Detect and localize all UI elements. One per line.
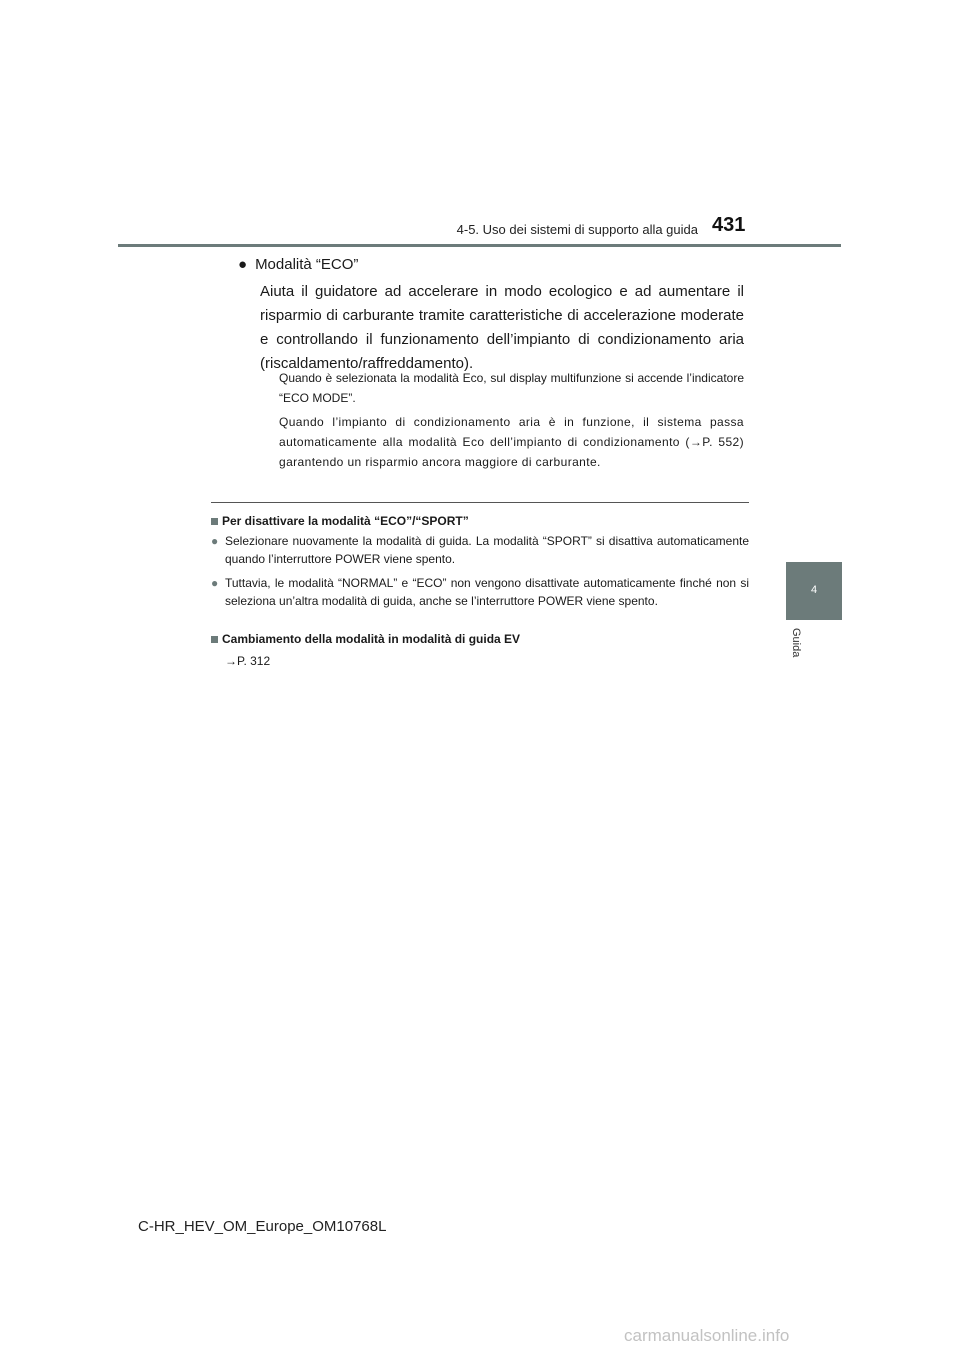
info-bullet — [211, 532, 749, 568]
section-divider — [211, 502, 749, 503]
document-code: C-HR_HEV_OM_Europe_OM10768L — [138, 1218, 387, 1235]
info-bullet — [211, 574, 749, 610]
info-bullet-text: Tuttavia, le modalità “NORMAL” e “ECO” non vengono disattivate automaticamente finché non si seleziona un’altra modalità di guida, anche se l’interruttore POWER viene spento. — [225, 576, 749, 608]
info-heading-ev-mode — [211, 632, 520, 646]
bullet-dot-icon: ● — [211, 534, 219, 548]
chapter-number: 4 — [810, 584, 818, 596]
info-heading-deactivate — [211, 514, 469, 528]
square-bullet-icon — [211, 518, 218, 525]
chapter-label: Guida — [790, 628, 802, 658]
eco-note-air-conditioning: Quando l’impianto di condizionamento aria è in funzione, il sistema passa automaticamente alla modalità Eco dell’impianto di condizionamento (→P. 552) garantendo un risparmio ancora maggiore di carburante. — [279, 415, 744, 469]
eco-mode-title — [238, 256, 358, 273]
watermark: carmanualsonline.info — [624, 1326, 790, 1345]
chapter-tab[interactable] — [786, 562, 842, 620]
bullet-dot-icon: ● — [211, 576, 219, 590]
page-number: 431 — [712, 214, 746, 236]
square-bullet-icon — [211, 636, 218, 643]
eco-mode-title-text: Modalità “ECO” — [255, 256, 359, 273]
eco-mode-description: Aiuta il guidatore ad accelerare in modo ecologico e ad aumentare il risparmio di carburante tramite caratteristiche di accelerazione moderate e controllando il funzionamento dell’impianto di condizionamento aria (riscaldamento/raffreddamento). — [260, 283, 744, 372]
header-section-title: 4-5. Uso dei sistemi di supporto alla guida — [456, 222, 698, 237]
page-reference-link[interactable]: →P. 312 — [225, 654, 271, 668]
header-rule — [118, 244, 841, 247]
eco-note-display: Quando è selezionata la modalità Eco, sul display multifunzione si accende l’indicatore “ECO MODE”. — [279, 371, 744, 405]
info-heading-deactivate-text: Per disattivare la modalità “ECO”/“SPORT” — [222, 514, 469, 528]
bullet-dot-icon: ● — [238, 256, 248, 273]
info-heading-ev-mode-text: Cambiamento della modalità in modalità di guida EV — [222, 632, 521, 646]
info-bullet-text: Selezionare nuovamente la modalità di guida. La modalità “SPORT” si disattiva automaticamente quando l’interruttore POWER viene spento. — [225, 534, 749, 566]
